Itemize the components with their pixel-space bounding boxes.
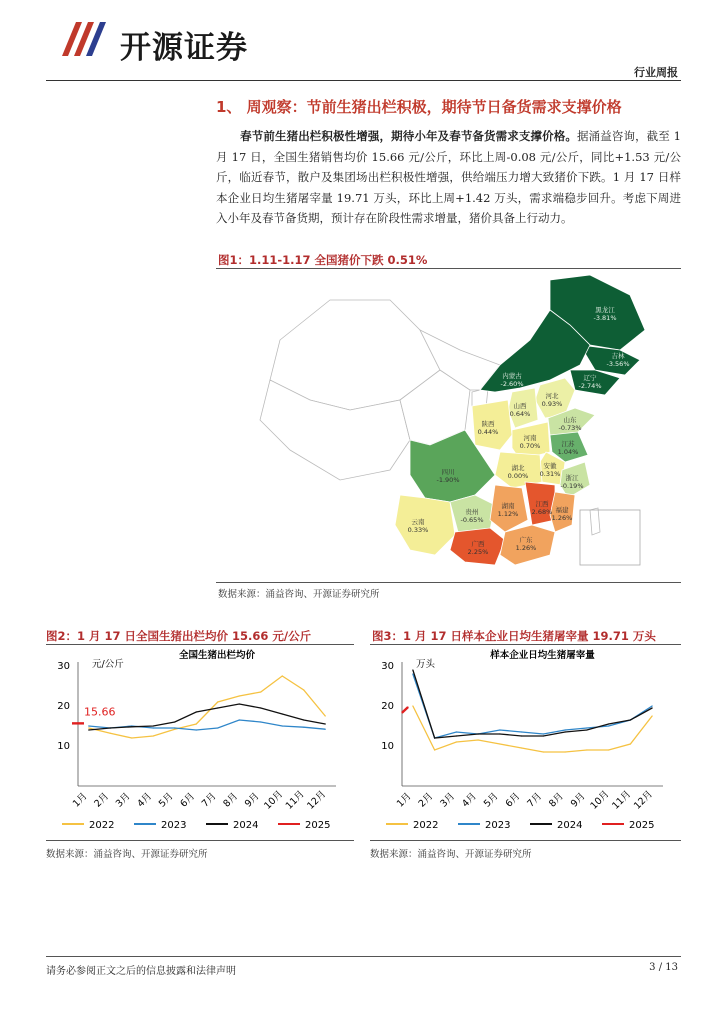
y-tick-label: 10 (381, 741, 394, 752)
map-yunnan (395, 495, 455, 555)
x-tick-label: 5月 (481, 790, 501, 810)
data-point-2022 (303, 689, 304, 690)
series-line-2025 (402, 707, 408, 713)
data-point-2023 (543, 733, 544, 734)
data-point-2022 (217, 701, 218, 702)
x-tick-label: 11月 (283, 788, 307, 812)
map-label-value: 1.26% (551, 514, 573, 522)
x-tick-label: 12月 (631, 788, 656, 812)
x-tick-label: 8月 (547, 790, 566, 810)
figure3-bottom-rule (370, 840, 681, 841)
data-point-2025 (77, 723, 78, 724)
x-tick-label: 10月 (262, 788, 286, 812)
series-line-2023 (413, 674, 652, 738)
data-point-2022 (499, 743, 500, 744)
data-point-2023 (88, 725, 89, 726)
map-label-name: 浙江 (565, 474, 579, 482)
data-point-2022 (88, 727, 89, 728)
map-label-name: 安徽 (543, 462, 557, 470)
x-tick-label: 12月 (305, 788, 329, 812)
data-point-2022 (174, 729, 175, 730)
legend-label-2024: 2024 (233, 820, 259, 831)
data-point-2023 (608, 725, 609, 726)
x-tick-label: 1月 (70, 790, 90, 810)
map-label-value: 0.33% (407, 526, 429, 534)
data-point-2022 (412, 705, 413, 706)
x-tick-label: 9月 (242, 790, 262, 810)
data-point-2023 (196, 729, 197, 730)
header-divider (46, 80, 681, 81)
series-line-2024 (413, 670, 652, 738)
data-point-2024 (325, 723, 326, 724)
x-tick-label: 6月 (178, 790, 198, 810)
data-point-2022 (153, 735, 154, 736)
data-point-2025 (407, 707, 408, 708)
map-label-value: -0.19% (560, 482, 584, 490)
x-tick-label: 8月 (221, 790, 241, 810)
data-point-2024 (456, 735, 457, 736)
x-tick-label: 10月 (588, 788, 612, 812)
figure1-top-rule (216, 268, 681, 269)
map-label-value: 1.04% (557, 448, 579, 456)
figure2-title: 图2：1 月 17 日全国生猪出栏均价 15.66 元/公斤 (46, 629, 312, 643)
map-label-value: -1.90% (436, 476, 460, 484)
x-tick-label: 9月 (568, 790, 588, 810)
data-point-2024 (434, 737, 435, 738)
data-point-2022 (239, 695, 240, 696)
map-label-name: 江西 (535, 500, 549, 508)
x-tick-label: 3月 (113, 790, 133, 810)
map-label-name: 四川 (441, 468, 455, 476)
data-point-2022 (608, 749, 609, 750)
map-label-value: 0.44% (477, 428, 499, 436)
y-axis-unit: 万头 (416, 659, 436, 670)
map-label-value: 0.64% (509, 410, 531, 418)
data-point-2022 (630, 743, 631, 744)
figure1-bottom-rule (216, 582, 681, 583)
data-point-2022 (434, 749, 435, 750)
data-point-2023 (217, 727, 218, 728)
body-paragraph (216, 126, 681, 229)
map-label-value: 2.25% (467, 548, 489, 556)
map-label-name: 江苏 (561, 440, 575, 448)
map-label-name: 辽宁 (583, 374, 597, 382)
data-point-2023 (282, 725, 283, 726)
chart-title: 全国生猪出栏均价 (178, 650, 256, 661)
south-china-sea-inset (580, 510, 640, 565)
data-point-2024 (478, 733, 479, 734)
map-label-name: 河南 (523, 434, 537, 442)
map-label-name: 内蒙古 (502, 372, 522, 380)
logo (58, 18, 114, 60)
data-point-2024 (608, 723, 609, 724)
brand-name: 开源证券 (120, 30, 248, 66)
map-label-name: 福建 (555, 506, 569, 514)
data-point-2025 (401, 712, 402, 713)
x-tick-label: 3月 (438, 790, 458, 810)
data-point-2022 (325, 715, 326, 716)
legend-label-2023: 2023 (161, 820, 187, 831)
page-number: 3 / 13 (649, 962, 678, 973)
map-label-value: 2.68% (531, 508, 553, 516)
map-label-value: -3.81% (593, 314, 617, 322)
data-point-2022 (478, 739, 479, 740)
x-tick-label: 2月 (92, 790, 112, 810)
data-point-2022 (196, 723, 197, 724)
map-label-name: 陕西 (481, 420, 495, 428)
map-label-value: -0.65% (460, 516, 484, 524)
figure2-chart (46, 646, 354, 838)
legend-label-2022: 2022 (413, 820, 439, 831)
data-point-2024 (131, 726, 132, 727)
data-point-2022 (652, 715, 653, 716)
data-point-2024 (196, 711, 197, 712)
data-point-2022 (586, 749, 587, 750)
map-label-name: 广东 (519, 536, 533, 544)
series-line-2023 (89, 720, 326, 730)
china-map (250, 270, 670, 580)
map-label-value: -2.60% (500, 380, 524, 388)
data-point-2024 (565, 731, 566, 732)
data-point-2022 (521, 747, 522, 748)
data-point-2024 (630, 719, 631, 720)
paragraph-lead: 春节前生猪出栏积极性增强，期待小年及春节备货需求支撑价格。 (240, 129, 577, 143)
report-type: 行业周报 (634, 66, 678, 79)
data-point-2023 (325, 729, 326, 730)
y-tick-label: 20 (57, 701, 70, 712)
figure3-chart (370, 646, 681, 838)
data-point-2024 (217, 707, 218, 708)
map-label-name: 贵州 (465, 508, 479, 516)
figure1-title: 图1：1.11-1.17 全国猪价下跌 0.51% (218, 253, 428, 267)
data-point-2022 (565, 751, 566, 752)
x-tick-label: 5月 (156, 790, 176, 810)
data-point-2023 (260, 721, 261, 722)
y-tick-label: 10 (57, 741, 70, 752)
data-point-2023 (499, 729, 500, 730)
figure2-source: 数据来源：涌益咨询、开源证券研究所 (46, 849, 208, 860)
data-point-2024 (303, 719, 304, 720)
data-point-2023 (521, 731, 522, 732)
data-point-2023 (565, 729, 566, 730)
data-point-2024 (521, 735, 522, 736)
map-taiwan (590, 508, 600, 535)
map-label-value: 1.26% (515, 544, 537, 552)
data-point-2022 (456, 741, 457, 742)
x-tick-label: 1月 (394, 790, 414, 810)
data-point-2024 (174, 721, 175, 722)
data-point-2024 (282, 713, 283, 714)
map-label-name: 湖南 (501, 502, 515, 510)
data-point-2023 (652, 705, 653, 706)
y-axis-unit: 元/公斤 (92, 659, 124, 670)
series-line-2022 (413, 706, 652, 752)
data-point-2023 (153, 727, 154, 728)
figure1-source: 数据来源：涌益咨询、开源证券研究所 (218, 589, 380, 600)
chart-title: 样本企业日均生猪屠宰量 (490, 650, 595, 661)
map-label-name: 黑龙江 (595, 306, 615, 314)
x-tick-label: 4月 (460, 790, 479, 810)
footer-disclaimer: 请务必参阅正文之后的信息披露和法律声明 (46, 966, 236, 977)
data-point-2024 (543, 735, 544, 736)
map-label-value: -2.74% (578, 382, 602, 390)
figure3-top-rule (370, 644, 681, 645)
data-point-2024 (412, 669, 413, 670)
map-label-name: 广西 (471, 540, 485, 548)
data-point-2023 (239, 719, 240, 720)
data-point-2023 (303, 727, 304, 728)
paragraph-body: 据涌益咨询，截至 1 月 17 日，全国生猪销售均价 15.66 元/公斤，环比上周-0.08 元/公斤，同比+1.53 元/公斤，临近春节，散户及集团场出栏积极性增强，供给端压力增大致猪价下跌。1 月 17 日样本企业日均生猪屠宰量 19.71 万头，环比上周+1.42 万头，需求端稳步回升。考虑下周进入小年及春节备货期，预计存在阶段性需求增量，猪价具备上行动力。 (216, 129, 681, 225)
legend-label-2022: 2022 (89, 820, 115, 831)
data-point-2023 (174, 727, 175, 728)
x-tick-label: 2月 (416, 790, 436, 810)
map-label-name: 山西 (513, 402, 527, 410)
map-label-name: 云南 (411, 518, 425, 526)
x-tick-label: 7月 (199, 790, 219, 810)
map-label-name: 山东 (563, 416, 577, 424)
x-tick-label: 11月 (610, 788, 634, 812)
figure3-title: 图3：1 月 17 日样本企业日均生猪屠宰量 19.71 万头 (372, 629, 656, 643)
footer-divider (46, 956, 681, 957)
y-tick-label: 30 (57, 661, 70, 672)
data-point-2022 (131, 737, 132, 738)
data-point-2024 (110, 727, 111, 728)
map-label-value: -3.56% (606, 360, 630, 368)
y-tick-label: 30 (381, 661, 394, 672)
map-label-value: 0.93% (541, 400, 563, 408)
map-label-value: -0.73% (558, 424, 582, 432)
legend-label-2023: 2023 (485, 820, 511, 831)
data-point-2024 (239, 703, 240, 704)
data-point-2024 (586, 729, 587, 730)
data-point-2022 (282, 675, 283, 676)
x-tick-label: 4月 (135, 790, 155, 810)
data-point-2023 (456, 731, 457, 732)
data-point-2022 (260, 691, 261, 692)
x-tick-label: 6月 (503, 790, 523, 810)
value-annotation: 15.66 (84, 705, 116, 719)
data-point-2024 (153, 725, 154, 726)
section-title: 1、 周观察：节前生猪出栏积极，期待节日备货需求支撑价格 (216, 98, 622, 116)
data-point-2024 (652, 707, 653, 708)
legend-label-2025: 2025 (629, 820, 655, 831)
map-label-value: 0.70% (519, 442, 541, 450)
figure2-bottom-rule (46, 840, 354, 841)
y-tick-label: 20 (381, 701, 394, 712)
data-point-2024 (499, 733, 500, 734)
data-point-2022 (110, 733, 111, 734)
data-point-2023 (586, 727, 587, 728)
map-label-value: 0.00% (507, 472, 529, 480)
figure3-source: 数据来源：涌益咨询、开源证券研究所 (370, 849, 532, 860)
data-point-2022 (543, 751, 544, 752)
map-label-value: 1.12% (497, 510, 519, 518)
map-label-value: 0.31% (539, 470, 561, 478)
data-point-2024 (260, 707, 261, 708)
map-label-name: 湖北 (511, 464, 525, 472)
data-point-2024 (88, 729, 89, 730)
x-tick-label: 7月 (525, 790, 545, 810)
map-label-name: 吉林 (611, 352, 625, 360)
legend-label-2024: 2024 (557, 820, 583, 831)
figure2-top-rule (46, 644, 354, 645)
legend-label-2025: 2025 (305, 820, 331, 831)
map-label-name: 河北 (545, 392, 559, 400)
data-point-2023 (412, 673, 413, 674)
